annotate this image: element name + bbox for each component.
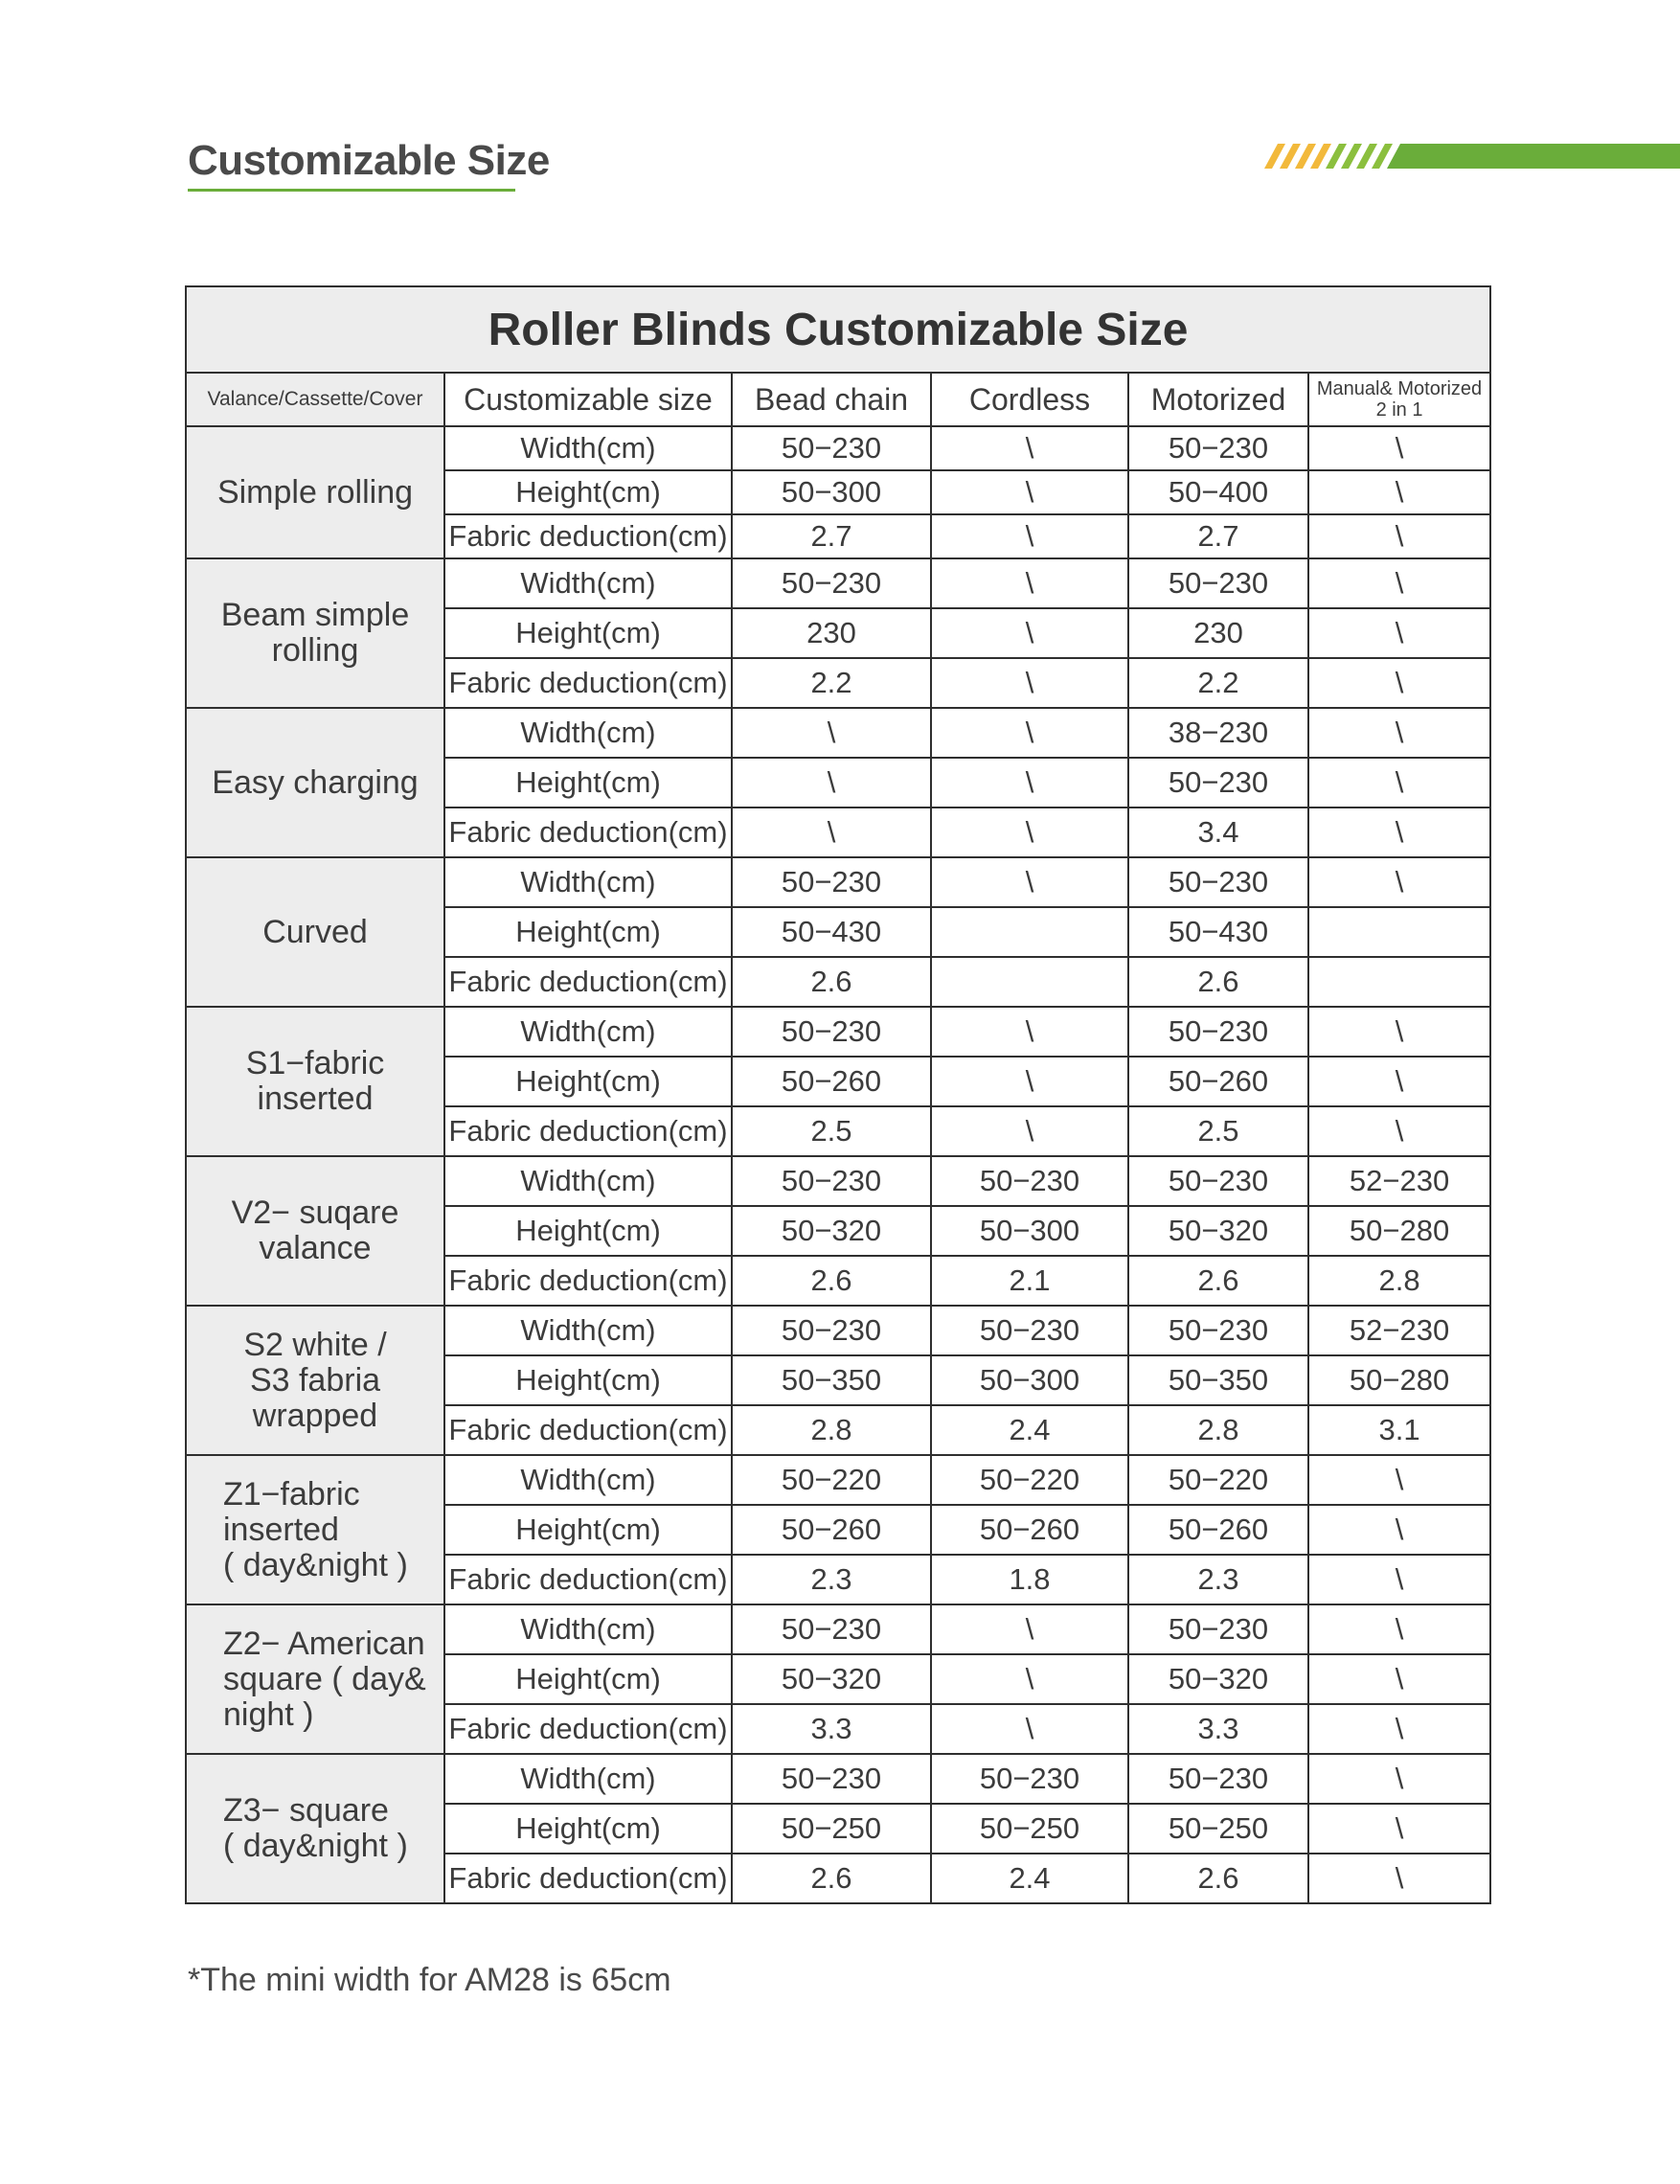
group-name-line: Simple rolling bbox=[216, 473, 414, 511]
attribute-cell: Width(cm) bbox=[444, 708, 732, 758]
value-cell: \ bbox=[931, 857, 1128, 907]
header-customizable-size: Customizable size bbox=[444, 373, 732, 426]
value-cell: \ bbox=[931, 558, 1128, 608]
value-cell: \ bbox=[931, 1704, 1128, 1754]
table-row bbox=[186, 1604, 1490, 1654]
attribute-cell: Fabric deduction(cm) bbox=[444, 514, 732, 558]
table-row bbox=[186, 1754, 1490, 1804]
value-cell: \ bbox=[1308, 857, 1490, 907]
attribute-cell: Height(cm) bbox=[444, 470, 732, 514]
table-caption: Roller Blinds Customizable Size bbox=[186, 286, 1490, 373]
attribute-cell: Height(cm) bbox=[444, 1355, 732, 1405]
group-name-line: Z2− American bbox=[223, 1625, 425, 1662]
value-cell: 50−230 bbox=[732, 426, 931, 470]
header-motorized: Motorized bbox=[1128, 373, 1308, 426]
value-cell: 2.2 bbox=[732, 658, 931, 708]
value-cell: \ bbox=[1308, 1007, 1490, 1057]
group-name-cell bbox=[186, 1156, 444, 1306]
value-cell: 2.6 bbox=[1128, 1854, 1308, 1903]
table-header-row bbox=[186, 373, 1490, 426]
attribute-cell: Width(cm) bbox=[444, 1306, 732, 1355]
attribute-cell: Width(cm) bbox=[444, 1007, 732, 1057]
value-cell: \ bbox=[931, 1654, 1128, 1704]
table-row bbox=[186, 1306, 1490, 1355]
group-name-line: ( day&night ) bbox=[223, 1828, 408, 1864]
group-name-line: Z1−fabric bbox=[223, 1475, 360, 1513]
value-cell: 2.5 bbox=[1128, 1106, 1308, 1156]
group-name-cell bbox=[186, 708, 444, 857]
value-cell: 50−300 bbox=[732, 470, 931, 514]
value-cell: 50−230 bbox=[732, 1156, 931, 1206]
value-cell: 50−260 bbox=[732, 1057, 931, 1106]
header-2in1 bbox=[1308, 373, 1490, 426]
attribute-cell: Fabric deduction(cm) bbox=[444, 808, 732, 857]
value-cell: 50−260 bbox=[1128, 1057, 1308, 1106]
value-cell: 50−350 bbox=[732, 1355, 931, 1405]
group-name-line: Easy charging bbox=[212, 763, 419, 801]
value-cell: 50−230 bbox=[732, 857, 931, 907]
group-name-cell bbox=[186, 1604, 444, 1754]
value-cell: 50−230 bbox=[732, 1007, 931, 1057]
value-cell: \ bbox=[931, 470, 1128, 514]
value-cell: 50−230 bbox=[1128, 1007, 1308, 1057]
table-body bbox=[186, 426, 1490, 1903]
value-cell: \ bbox=[732, 808, 931, 857]
value-cell: \ bbox=[1308, 514, 1490, 558]
value-cell: \ bbox=[1308, 1555, 1490, 1604]
group-name-line: night ) bbox=[223, 1695, 314, 1733]
value-cell: 50−320 bbox=[1128, 1654, 1308, 1704]
value-cell: 50−320 bbox=[732, 1654, 931, 1704]
attribute-cell: Height(cm) bbox=[444, 1206, 732, 1256]
value-cell: \ bbox=[931, 426, 1128, 470]
value-cell: 50−230 bbox=[931, 1754, 1128, 1804]
value-cell: 2.5 bbox=[732, 1106, 931, 1156]
header-2in1-line: Manual& Motorized bbox=[1316, 378, 1483, 399]
value-cell: \ bbox=[931, 758, 1128, 808]
value-cell: \ bbox=[1308, 758, 1490, 808]
attribute-cell: Fabric deduction(cm) bbox=[444, 1854, 732, 1903]
value-cell: 1.8 bbox=[931, 1555, 1128, 1604]
value-cell: 50−300 bbox=[931, 1206, 1128, 1256]
value-cell: \ bbox=[1308, 1854, 1490, 1903]
group-name-cell bbox=[186, 1754, 444, 1903]
attribute-cell: Fabric deduction(cm) bbox=[444, 658, 732, 708]
table-row bbox=[186, 558, 1490, 608]
value-cell: \ bbox=[1308, 1654, 1490, 1704]
attribute-cell: Width(cm) bbox=[444, 426, 732, 470]
value-cell: 50−230 bbox=[1128, 1604, 1308, 1654]
value-cell bbox=[1308, 907, 1490, 957]
value-cell: 50−400 bbox=[1128, 470, 1308, 514]
value-cell: 2.3 bbox=[732, 1555, 931, 1604]
value-cell: 38−230 bbox=[1128, 708, 1308, 758]
group-name-cell bbox=[186, 857, 444, 1007]
value-cell bbox=[1308, 957, 1490, 1007]
value-cell: \ bbox=[931, 1106, 1128, 1156]
group-name-line: Beam simple bbox=[220, 597, 410, 633]
group-name-line: Z3− square bbox=[223, 1792, 389, 1829]
value-cell: 50−230 bbox=[1128, 857, 1308, 907]
value-cell: 50−260 bbox=[931, 1505, 1128, 1555]
value-cell: 50−230 bbox=[732, 1754, 931, 1804]
value-cell: 50−220 bbox=[732, 1455, 931, 1505]
value-cell: 2.6 bbox=[732, 1854, 931, 1903]
value-cell: 50−320 bbox=[1128, 1206, 1308, 1256]
value-cell: 50−230 bbox=[732, 1306, 931, 1355]
header-2in1-line: 2 in 1 bbox=[1375, 399, 1423, 421]
attribute-cell: Height(cm) bbox=[444, 758, 732, 808]
attribute-cell: Width(cm) bbox=[444, 1156, 732, 1206]
value-cell: \ bbox=[1308, 1704, 1490, 1754]
value-cell: \ bbox=[1308, 608, 1490, 658]
group-name-cell bbox=[186, 558, 444, 708]
value-cell: \ bbox=[931, 658, 1128, 708]
attribute-cell: Fabric deduction(cm) bbox=[444, 1106, 732, 1156]
group-name-line: Curved bbox=[262, 913, 368, 950]
value-cell: 2.8 bbox=[1308, 1256, 1490, 1306]
group-name-line: V2− suqare bbox=[231, 1194, 399, 1231]
value-cell: 50−260 bbox=[1128, 1505, 1308, 1555]
value-cell: 3.4 bbox=[1128, 808, 1308, 857]
value-cell: \ bbox=[1308, 558, 1490, 608]
value-cell: \ bbox=[1308, 1604, 1490, 1654]
group-name-line: square ( day& bbox=[223, 1660, 426, 1697]
value-cell: 230 bbox=[1128, 608, 1308, 658]
attribute-cell: Height(cm) bbox=[444, 1804, 732, 1854]
value-cell: \ bbox=[1308, 1106, 1490, 1156]
value-cell: 50−230 bbox=[732, 1604, 931, 1654]
value-cell bbox=[931, 907, 1128, 957]
attribute-cell: Height(cm) bbox=[444, 907, 732, 957]
value-cell: 50−260 bbox=[732, 1505, 931, 1555]
value-cell: 3.1 bbox=[1308, 1405, 1490, 1455]
value-cell: 2.4 bbox=[931, 1854, 1128, 1903]
value-cell: 3.3 bbox=[732, 1704, 931, 1754]
value-cell: \ bbox=[1308, 808, 1490, 857]
value-cell: 50−250 bbox=[1128, 1804, 1308, 1854]
value-cell: \ bbox=[1308, 470, 1490, 514]
value-cell: 50−220 bbox=[1128, 1455, 1308, 1505]
value-cell: 50−280 bbox=[1308, 1355, 1490, 1405]
attribute-cell: Width(cm) bbox=[444, 857, 732, 907]
group-name-line: valance bbox=[259, 1230, 372, 1266]
value-cell: 50−300 bbox=[931, 1355, 1128, 1405]
table-row bbox=[186, 857, 1490, 907]
value-cell: \ bbox=[1308, 1754, 1490, 1804]
group-name-cell bbox=[186, 1306, 444, 1455]
value-cell: 2.4 bbox=[931, 1405, 1128, 1455]
group-name-line: wrapped bbox=[252, 1397, 378, 1434]
value-cell: 50−350 bbox=[1128, 1355, 1308, 1405]
value-cell: 50−230 bbox=[1128, 426, 1308, 470]
table-row bbox=[186, 1007, 1490, 1057]
group-name-cell bbox=[186, 426, 444, 558]
value-cell: \ bbox=[1308, 426, 1490, 470]
attribute-cell: Height(cm) bbox=[444, 608, 732, 658]
value-cell: 52−230 bbox=[1308, 1306, 1490, 1355]
value-cell: \ bbox=[931, 708, 1128, 758]
attribute-cell: Width(cm) bbox=[444, 558, 732, 608]
value-cell: \ bbox=[931, 808, 1128, 857]
value-cell: \ bbox=[1308, 1455, 1490, 1505]
value-cell: 50−230 bbox=[931, 1306, 1128, 1355]
value-cell: 2.8 bbox=[1128, 1405, 1308, 1455]
value-cell: 2.2 bbox=[1128, 658, 1308, 708]
group-name-line: inserted bbox=[223, 1511, 339, 1548]
attribute-cell: Width(cm) bbox=[444, 1604, 732, 1654]
group-name-line: S3 fabria bbox=[249, 1361, 381, 1399]
value-cell: 2.3 bbox=[1128, 1555, 1308, 1604]
group-name-line: rolling bbox=[271, 632, 359, 669]
value-cell bbox=[931, 957, 1128, 1007]
header-cordless: Cordless bbox=[931, 373, 1128, 426]
value-cell: \ bbox=[732, 708, 931, 758]
value-cell: \ bbox=[931, 1057, 1128, 1106]
value-cell: 50−250 bbox=[732, 1804, 931, 1854]
value-cell: 50−430 bbox=[732, 907, 931, 957]
attribute-cell: Fabric deduction(cm) bbox=[444, 957, 732, 1007]
value-cell: 50−230 bbox=[1128, 1754, 1308, 1804]
value-cell: \ bbox=[931, 1007, 1128, 1057]
value-cell: \ bbox=[1308, 1505, 1490, 1555]
value-cell: \ bbox=[732, 758, 931, 808]
value-cell: \ bbox=[1308, 708, 1490, 758]
table-row bbox=[186, 708, 1490, 758]
value-cell: 50−220 bbox=[931, 1455, 1128, 1505]
attribute-cell: Height(cm) bbox=[444, 1654, 732, 1704]
value-cell: 230 bbox=[732, 608, 931, 658]
value-cell: 50−230 bbox=[1128, 1156, 1308, 1206]
header-valance: Valance/Cassette/Cover bbox=[186, 373, 444, 426]
value-cell: 52−230 bbox=[1308, 1156, 1490, 1206]
attribute-cell: Height(cm) bbox=[444, 1057, 732, 1106]
value-cell: 50−230 bbox=[931, 1156, 1128, 1206]
value-cell: 50−320 bbox=[732, 1206, 931, 1256]
value-cell: \ bbox=[931, 514, 1128, 558]
stripe-decoration-icon bbox=[1264, 144, 1680, 169]
value-cell: 50−280 bbox=[1308, 1206, 1490, 1256]
attribute-cell: Fabric deduction(cm) bbox=[444, 1704, 732, 1754]
attribute-cell: Fabric deduction(cm) bbox=[444, 1555, 732, 1604]
value-cell: \ bbox=[931, 608, 1128, 658]
table-row bbox=[186, 426, 1490, 470]
group-name-line: S1−fabric bbox=[245, 1045, 385, 1081]
value-cell: \ bbox=[1308, 1804, 1490, 1854]
value-cell: 2.6 bbox=[732, 1256, 931, 1306]
value-cell: 50−230 bbox=[1128, 558, 1308, 608]
value-cell: 2.7 bbox=[1128, 514, 1308, 558]
attribute-cell: Fabric deduction(cm) bbox=[444, 1405, 732, 1455]
value-cell: 2.8 bbox=[732, 1405, 931, 1455]
value-cell: 50−250 bbox=[931, 1804, 1128, 1854]
group-name-cell bbox=[186, 1007, 444, 1156]
table-row bbox=[186, 1455, 1490, 1505]
value-cell: 50−430 bbox=[1128, 907, 1308, 957]
group-name-line: ( day&night ) bbox=[223, 1546, 408, 1583]
group-name-line: inserted bbox=[257, 1081, 374, 1117]
title-underline bbox=[188, 189, 515, 192]
value-cell: 2.1 bbox=[931, 1256, 1128, 1306]
value-cell: 2.6 bbox=[1128, 1256, 1308, 1306]
value-cell: \ bbox=[1308, 1057, 1490, 1106]
size-table bbox=[185, 285, 1491, 1904]
value-cell: 2.6 bbox=[1128, 957, 1308, 1007]
value-cell: 2.6 bbox=[732, 957, 931, 1007]
value-cell: 3.3 bbox=[1128, 1704, 1308, 1754]
attribute-cell: Fabric deduction(cm) bbox=[444, 1256, 732, 1306]
footnote: *The mini width for AM28 is 65cm bbox=[188, 1962, 671, 1998]
table-row bbox=[186, 1156, 1490, 1206]
page-title: Customizable Size bbox=[188, 137, 550, 184]
value-cell: \ bbox=[1308, 658, 1490, 708]
value-cell: 50−230 bbox=[1128, 1306, 1308, 1355]
value-cell: \ bbox=[931, 1604, 1128, 1654]
group-name-cell bbox=[186, 1455, 444, 1604]
header-bead-chain: Bead chain bbox=[732, 373, 931, 426]
value-cell: 50−230 bbox=[732, 558, 931, 608]
value-cell: 50−230 bbox=[1128, 758, 1308, 808]
attribute-cell: Width(cm) bbox=[444, 1455, 732, 1505]
group-name-line: S2 white / bbox=[243, 1326, 387, 1363]
value-cell: 2.7 bbox=[732, 514, 931, 558]
attribute-cell: Height(cm) bbox=[444, 1505, 732, 1555]
attribute-cell: Width(cm) bbox=[444, 1754, 732, 1804]
